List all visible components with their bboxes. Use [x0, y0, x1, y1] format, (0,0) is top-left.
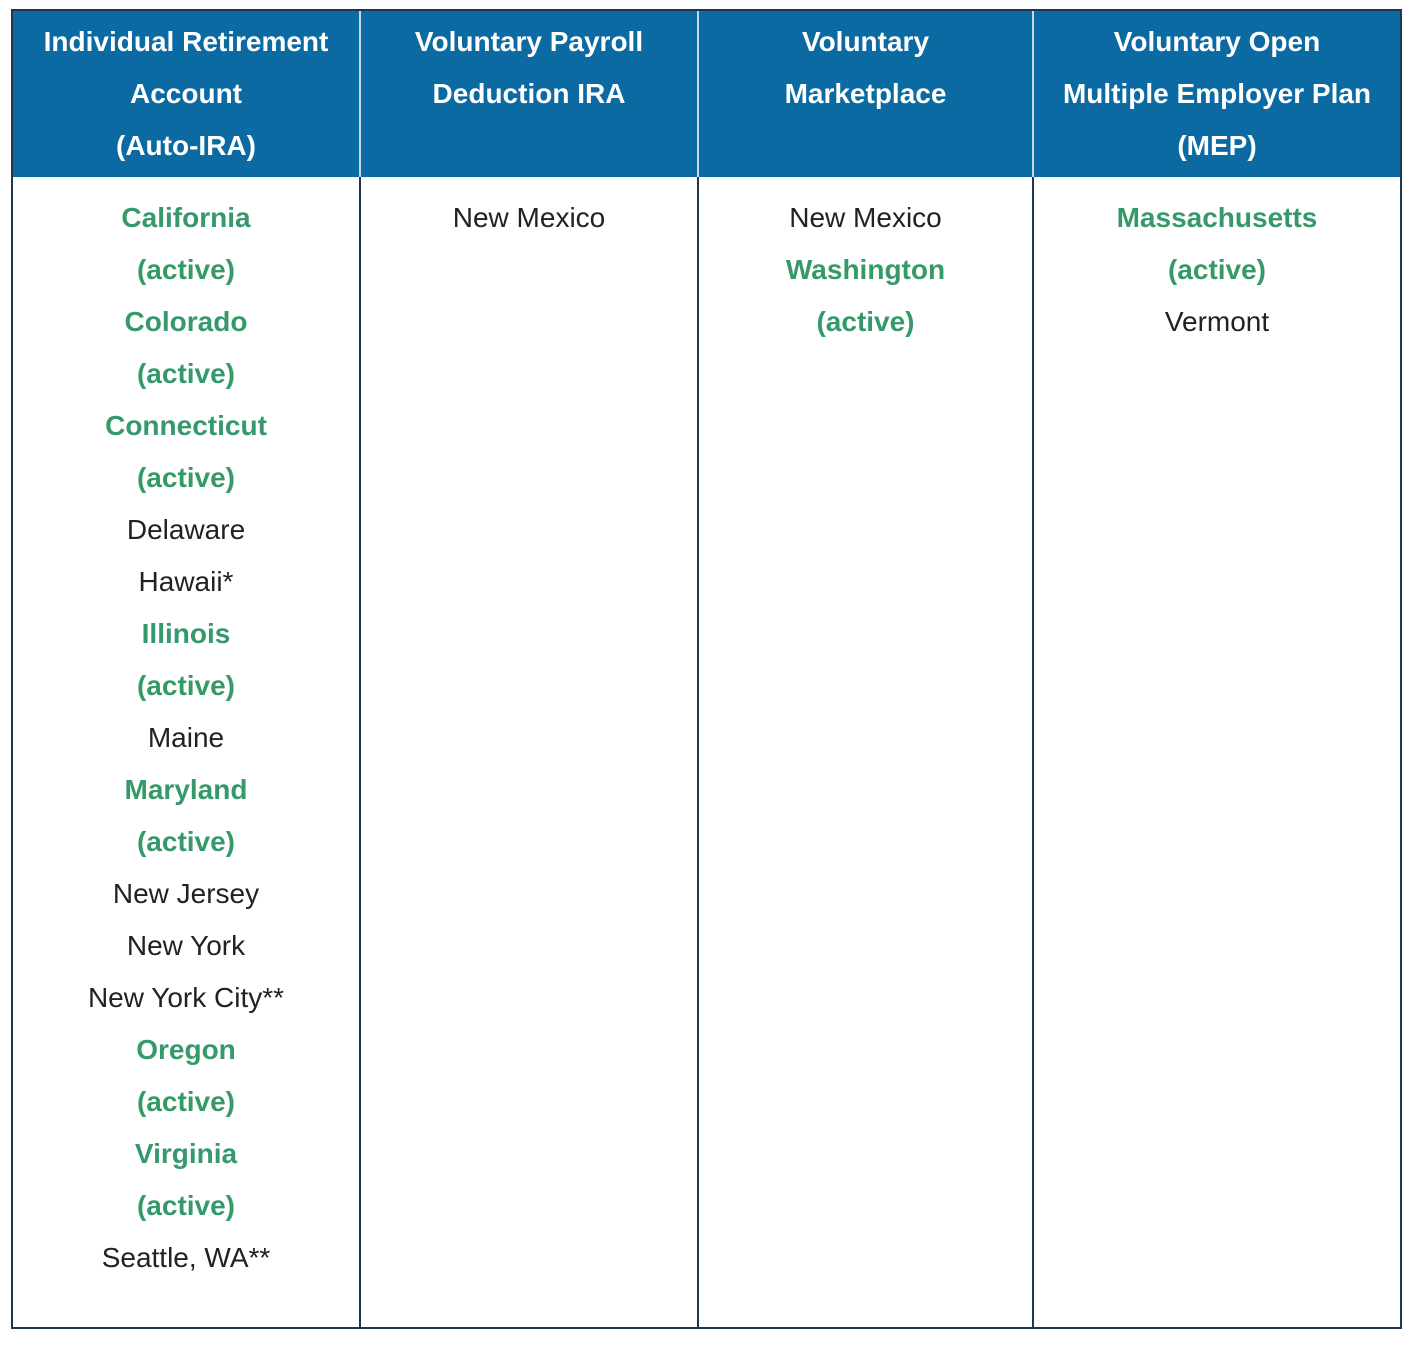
- header-line: Multiple Employer Plan: [1062, 78, 1372, 109]
- header-line: (MEP): [1177, 130, 1257, 161]
- header-marketplace: [697, 11, 1032, 177]
- state-item-virginia: Virginia: [134, 1138, 238, 1169]
- active-status-label: (active): [136, 254, 236, 285]
- state-item-new-mexico: New Mexico: [789, 202, 942, 233]
- active-status-label: (active): [136, 462, 236, 493]
- state-item-new-york-city: New York City**: [87, 982, 285, 1013]
- active-status-label: (active): [136, 358, 236, 389]
- header-auto-ira: [13, 11, 359, 177]
- state-item-colorado: Colorado: [124, 306, 248, 337]
- active-status-label: (active): [136, 670, 236, 701]
- state-item-seattle-wa: Seattle, WA**: [101, 1242, 271, 1273]
- active-status-label: (active): [136, 1190, 236, 1221]
- header-mep: [1032, 11, 1400, 177]
- header-line: Voluntary Payroll: [414, 26, 644, 57]
- active-status-label: (active): [136, 1086, 236, 1117]
- cell-mep-states: [1032, 177, 1400, 1327]
- table-body-row: [13, 177, 1400, 1327]
- header-line: Deduction IRA: [432, 78, 626, 109]
- active-status-label: (active): [136, 826, 236, 857]
- state-item-massachusetts: Massachusetts: [1116, 202, 1318, 233]
- header-payroll-deduction-ira: [359, 11, 697, 177]
- state-item-vermont: Vermont: [1164, 306, 1270, 337]
- cell-marketplace-states: [697, 177, 1032, 1327]
- header-line: Voluntary Open: [1113, 26, 1321, 57]
- state-item-hawaii: Hawaii*: [138, 566, 234, 597]
- table-header-row: [13, 11, 1400, 177]
- header-line: Individual Retirement: [43, 26, 329, 57]
- active-status-label: (active): [1167, 254, 1267, 285]
- header-line: (Auto-IRA): [116, 130, 256, 161]
- state-program-table: [11, 9, 1402, 1329]
- state-item-maine: Maine: [147, 722, 225, 753]
- state-item-oregon: Oregon: [136, 1034, 236, 1065]
- state-item-connecticut: Connecticut: [105, 410, 267, 441]
- state-item-california: California: [121, 202, 251, 233]
- state-item-new-jersey: New Jersey: [112, 878, 260, 909]
- active-status-label: (active): [816, 306, 915, 337]
- state-item-illinois: Illinois: [141, 618, 231, 649]
- cell-auto-ira-states: [13, 177, 359, 1327]
- header-line: Account: [130, 78, 242, 109]
- state-item-new-mexico: New Mexico: [452, 202, 606, 233]
- header-line: Marketplace: [784, 78, 947, 109]
- cell-payroll-deduction-states: [359, 177, 697, 1327]
- state-item-delaware: Delaware: [126, 514, 246, 545]
- state-item-maryland: Maryland: [124, 774, 248, 805]
- header-line: Voluntary: [801, 26, 930, 57]
- state-item-washington: Washington: [785, 254, 946, 285]
- state-item-new-york: New York: [126, 930, 246, 961]
